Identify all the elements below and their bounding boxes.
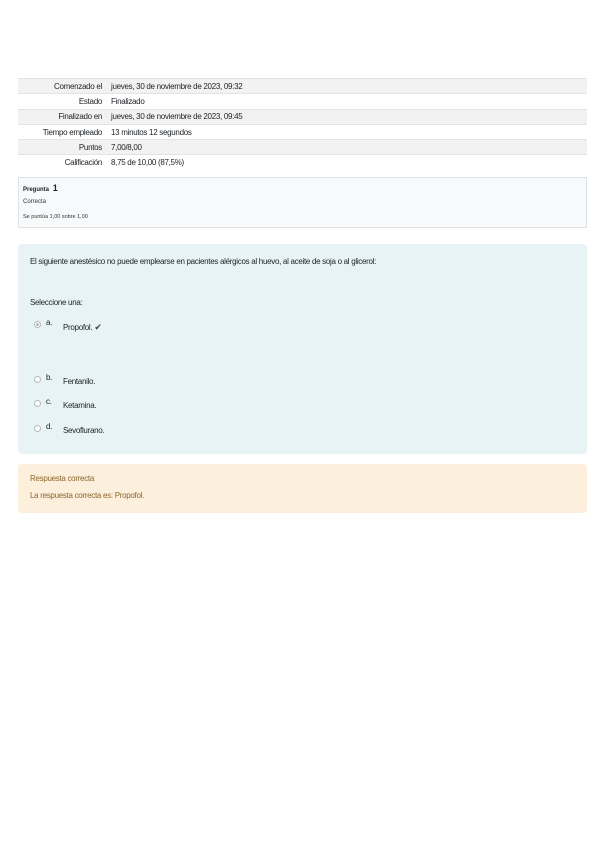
question-info-box	[18, 177, 587, 228]
checkmark-icon: ✔	[94, 322, 102, 332]
summary-row-completed	[18, 109, 587, 124]
question-text: El siguiente anestésico no puede emplearse en pacientes alérgicos al huevo, al aceite de soja o al glicerol:	[30, 257, 377, 266]
summary-label: Calificación	[18, 155, 106, 170]
summary-row-time-taken	[18, 124, 587, 139]
option-text: Sevoflurano.	[63, 426, 105, 435]
attempt-summary-table	[18, 78, 587, 170]
summary-value: jueves, 30 de noviembre de 2023, 09:32	[106, 79, 587, 94]
summary-row-grade	[18, 155, 587, 170]
radio-button[interactable]	[34, 400, 41, 407]
summary-value: 7,00/8,00	[106, 140, 587, 155]
summary-label: Estado	[18, 94, 106, 109]
radio-button[interactable]	[34, 376, 41, 383]
question-number	[23, 183, 58, 193]
option-text-wrap	[63, 322, 102, 333]
option-letter: c.	[46, 397, 52, 406]
radio-button[interactable]	[34, 425, 41, 432]
question-prefix: Pregunta	[23, 187, 50, 193]
radio-button-selected[interactable]	[34, 321, 41, 328]
summary-label: Comenzado el	[18, 79, 106, 94]
summary-value: Finalizado	[106, 94, 587, 109]
option-text: Ketamina.	[63, 401, 97, 410]
feedback-correct-answer: La respuesta correcta es: Propofol.	[30, 491, 145, 500]
summary-value: 13 minutos 12 segundos	[106, 124, 587, 139]
feedback-box	[18, 464, 587, 513]
option-letter: b.	[46, 373, 53, 382]
summary-row-marks	[18, 140, 587, 155]
summary-label: Tiempo empleado	[18, 124, 106, 139]
summary-value: jueves, 30 de noviembre de 2023, 09:45	[106, 109, 587, 124]
feedback-result: Respuesta correcta	[30, 474, 94, 483]
summary-label: Puntos	[18, 140, 106, 155]
option-text: Propofol.	[63, 323, 93, 332]
answer-prompt: Seleccione una:	[30, 298, 83, 307]
question-number-value: 1	[52, 183, 58, 193]
summary-value: 8,75 de 10,00 (87,5%)	[106, 155, 587, 170]
option-letter: a.	[46, 318, 53, 327]
option-text: Fentanilo.	[63, 377, 96, 386]
summary-row-state	[18, 94, 587, 109]
question-formulation	[18, 244, 587, 454]
question-state: Correcta	[23, 199, 47, 205]
summary-label: Finalizado en	[18, 109, 106, 124]
question-grade: Se puntúa 1,00 sobre 1,00	[23, 214, 88, 220]
option-letter: d.	[46, 422, 53, 431]
summary-row-started	[18, 79, 587, 94]
